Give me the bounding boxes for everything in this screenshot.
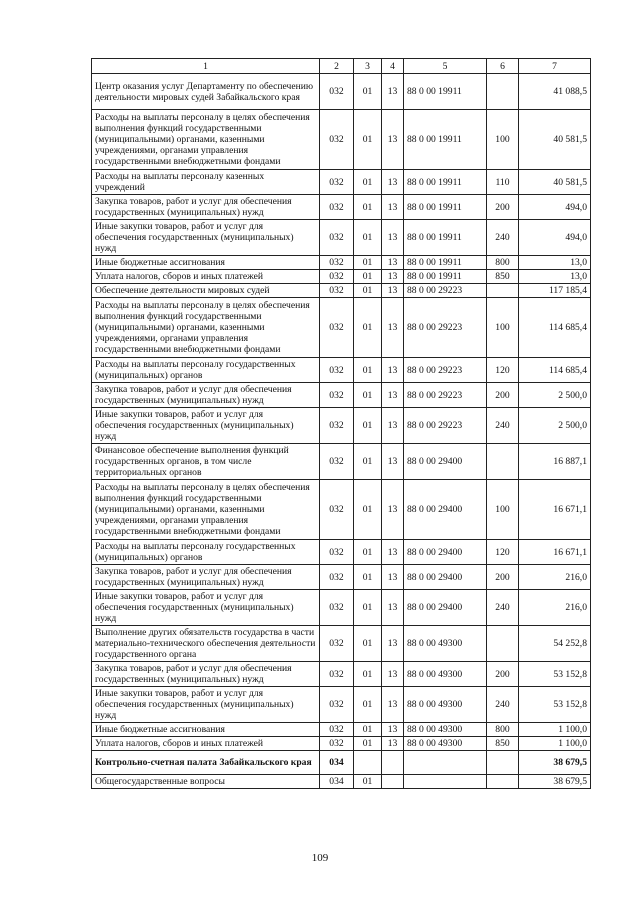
table-body — [92, 59, 591, 789]
cell-ved: 032 — [320, 408, 354, 444]
cell-sum: 16 887,1 — [519, 444, 591, 480]
header-cell: 4 — [382, 59, 404, 74]
table-row — [92, 480, 591, 540]
cell-csr: 88 0 00 29400 — [404, 444, 487, 480]
cell-csr: 88 0 00 19911 — [404, 195, 487, 220]
table-row — [92, 220, 591, 256]
cell-name: Закупка товаров, работ и услуг для обеспечения государственных (муниципальных) нужд — [92, 565, 320, 590]
table-row — [92, 687, 591, 723]
cell-ved: 032 — [320, 284, 354, 298]
cell-sum: 494,0 — [519, 195, 591, 220]
cell-vr: 240 — [487, 590, 519, 626]
table-row — [92, 737, 591, 751]
cell-ved: 032 — [320, 737, 354, 751]
cell-sum: 2 500,0 — [519, 408, 591, 444]
cell-ved: 032 — [320, 256, 354, 270]
cell-rz: 01 — [354, 383, 382, 408]
header-cell: 6 — [487, 59, 519, 74]
cell-ved: 032 — [320, 687, 354, 723]
cell-sum: 1 100,0 — [519, 737, 591, 751]
cell-pr: 13 — [382, 383, 404, 408]
cell-csr: 88 0 00 29400 — [404, 540, 487, 565]
cell-rz: 01 — [354, 444, 382, 480]
cell-rz: 01 — [354, 220, 382, 256]
cell-pr: 13 — [382, 723, 404, 737]
cell-csr: 88 0 00 29223 — [404, 383, 487, 408]
cell-csr: 88 0 00 29223 — [404, 408, 487, 444]
cell-csr: 88 0 00 49300 — [404, 737, 487, 751]
cell-rz: 01 — [354, 590, 382, 626]
table-row — [92, 590, 591, 626]
cell-vr: 120 — [487, 358, 519, 383]
cell-pr: 13 — [382, 590, 404, 626]
cell-vr: 800 — [487, 723, 519, 737]
cell-rz: 01 — [354, 662, 382, 687]
cell-rz: 01 — [354, 195, 382, 220]
cell-ved: 032 — [320, 74, 354, 110]
cell-sum: 41 088,5 — [519, 74, 591, 110]
cell-ved: 032 — [320, 170, 354, 195]
cell-name: Иные бюджетные ассигнования — [92, 256, 320, 270]
cell-vr: 240 — [487, 687, 519, 723]
cell-pr — [382, 751, 404, 775]
header-cell: 5 — [404, 59, 487, 74]
cell-vr: 120 — [487, 540, 519, 565]
cell-csr: 88 0 00 49300 — [404, 626, 487, 662]
cell-name: Уплата налогов, сборов и иных платежей — [92, 270, 320, 284]
table-row — [92, 383, 591, 408]
cell-sum: 40 581,5 — [519, 170, 591, 195]
cell-sum: 2 500,0 — [519, 383, 591, 408]
table-row — [92, 751, 591, 775]
table-row — [92, 775, 591, 789]
cell-csr: 88 0 00 19911 — [404, 220, 487, 256]
table-row — [92, 626, 591, 662]
table-row — [92, 170, 591, 195]
table-row — [92, 358, 591, 383]
budget-table — [91, 58, 591, 789]
cell-rz: 01 — [354, 480, 382, 540]
cell-vr: 850 — [487, 270, 519, 284]
cell-vr: 100 — [487, 480, 519, 540]
cell-csr: 88 0 00 29400 — [404, 565, 487, 590]
cell-vr: 100 — [487, 110, 519, 170]
header-row — [92, 59, 591, 74]
cell-rz: 01 — [354, 110, 382, 170]
cell-ved: 032 — [320, 220, 354, 256]
cell-pr — [382, 775, 404, 789]
cell-ved: 032 — [320, 540, 354, 565]
cell-sum: 53 152,8 — [519, 687, 591, 723]
cell-name: Уплата налогов, сборов и иных платежей — [92, 737, 320, 751]
cell-csr: 88 0 00 19911 — [404, 256, 487, 270]
cell-sum: 216,0 — [519, 590, 591, 626]
cell-rz: 01 — [354, 565, 382, 590]
cell-name: Общегосударственные вопросы — [92, 775, 320, 789]
cell-csr: 88 0 00 49300 — [404, 662, 487, 687]
cell-vr — [487, 74, 519, 110]
cell-name: Выполнение других обязательств государства в части материально-технического обеспечения деятельности государственного органа — [92, 626, 320, 662]
cell-name: Иные закупки товаров, работ и услуг для обеспечения государственных (муниципальных) нужд — [92, 408, 320, 444]
cell-vr — [487, 284, 519, 298]
cell-pr: 13 — [382, 358, 404, 383]
cell-csr: 88 0 00 29223 — [404, 358, 487, 383]
cell-name: Расходы на выплаты персоналу государственных (муниципальных) органов — [92, 540, 320, 565]
cell-sum: 16 671,1 — [519, 480, 591, 540]
cell-pr: 13 — [382, 687, 404, 723]
cell-sum: 13,0 — [519, 270, 591, 284]
cell-rz: 01 — [354, 170, 382, 195]
cell-vr: 240 — [487, 408, 519, 444]
cell-vr: 800 — [487, 256, 519, 270]
cell-ved: 032 — [320, 270, 354, 284]
table-row — [92, 110, 591, 170]
cell-sum: 38 679,5 — [519, 775, 591, 789]
cell-vr: 240 — [487, 220, 519, 256]
cell-csr: 88 0 00 49300 — [404, 723, 487, 737]
cell-name: Центр оказания услуг Департаменту по обеспечению деятельности мировых судей Забайкальского края — [92, 74, 320, 110]
cell-rz: 01 — [354, 723, 382, 737]
table-row — [92, 256, 591, 270]
cell-ved: 032 — [320, 358, 354, 383]
table-row — [92, 270, 591, 284]
cell-name: Контрольно-счетная палата Забайкальского края — [92, 751, 320, 775]
cell-ved: 032 — [320, 195, 354, 220]
cell-pr: 13 — [382, 270, 404, 284]
cell-sum: 1 100,0 — [519, 723, 591, 737]
cell-sum: 16 671,1 — [519, 540, 591, 565]
table-row — [92, 284, 591, 298]
cell-name: Иные бюджетные ассигнования — [92, 723, 320, 737]
cell-vr: 200 — [487, 383, 519, 408]
cell-rz: 01 — [354, 626, 382, 662]
cell-pr: 13 — [382, 220, 404, 256]
cell-vr — [487, 626, 519, 662]
cell-csr: 88 0 00 19911 — [404, 110, 487, 170]
cell-sum: 54 252,8 — [519, 626, 591, 662]
cell-ved: 032 — [320, 480, 354, 540]
cell-rz: 01 — [354, 298, 382, 358]
cell-sum: 114 685,4 — [519, 358, 591, 383]
cell-ved: 032 — [320, 662, 354, 687]
cell-rz: 01 — [354, 270, 382, 284]
table-row — [92, 444, 591, 480]
cell-vr: 850 — [487, 737, 519, 751]
cell-sum: 13,0 — [519, 256, 591, 270]
cell-rz: 01 — [354, 256, 382, 270]
cell-vr: 110 — [487, 170, 519, 195]
table-row — [92, 540, 591, 565]
cell-sum: 53 152,8 — [519, 662, 591, 687]
cell-csr: 88 0 00 29223 — [404, 298, 487, 358]
table-row — [92, 565, 591, 590]
cell-ved: 032 — [320, 723, 354, 737]
cell-ved: 032 — [320, 565, 354, 590]
table-row — [92, 723, 591, 737]
cell-pr: 13 — [382, 540, 404, 565]
cell-rz: 01 — [354, 74, 382, 110]
cell-pr: 13 — [382, 298, 404, 358]
cell-csr: 88 0 00 19911 — [404, 270, 487, 284]
cell-ved: 032 — [320, 110, 354, 170]
cell-name: Закупка товаров, работ и услуг для обеспечения государственных (муниципальных) нужд — [92, 662, 320, 687]
table-row — [92, 408, 591, 444]
cell-vr: 200 — [487, 662, 519, 687]
cell-pr: 13 — [382, 256, 404, 270]
cell-vr — [487, 444, 519, 480]
cell-rz: 01 — [354, 284, 382, 298]
cell-rz: 01 — [354, 408, 382, 444]
header-cell: 2 — [320, 59, 354, 74]
cell-name: Финансовое обеспечение выполнения функций государственных органов, в том числе территориальных органов — [92, 444, 320, 480]
cell-pr: 13 — [382, 626, 404, 662]
cell-sum: 216,0 — [519, 565, 591, 590]
cell-csr: 88 0 00 19911 — [404, 74, 487, 110]
cell-ved: 032 — [320, 444, 354, 480]
cell-csr: 88 0 00 49300 — [404, 687, 487, 723]
cell-rz — [354, 751, 382, 775]
cell-pr: 13 — [382, 480, 404, 540]
cell-rz: 01 — [354, 540, 382, 565]
cell-ved: 034 — [320, 775, 354, 789]
cell-ved: 032 — [320, 626, 354, 662]
cell-name: Иные закупки товаров, работ и услуг для обеспечения государственных (муниципальных) нужд — [92, 590, 320, 626]
cell-pr: 13 — [382, 565, 404, 590]
cell-sum: 494,0 — [519, 220, 591, 256]
cell-name: Иные закупки товаров, работ и услуг для обеспечения государственных (муниципальных) нужд — [92, 687, 320, 723]
cell-pr: 13 — [382, 737, 404, 751]
cell-csr: 88 0 00 29400 — [404, 590, 487, 626]
cell-ved: 032 — [320, 383, 354, 408]
cell-name: Расходы на выплаты персоналу казенных учреждений — [92, 170, 320, 195]
cell-pr: 13 — [382, 74, 404, 110]
cell-vr — [487, 775, 519, 789]
cell-name: Расходы на выплаты персоналу государственных (муниципальных) органов — [92, 358, 320, 383]
cell-pr: 13 — [382, 284, 404, 298]
cell-ved: 034 — [320, 751, 354, 775]
cell-sum: 117 185,4 — [519, 284, 591, 298]
header-cell: 3 — [354, 59, 382, 74]
cell-vr: 200 — [487, 195, 519, 220]
cell-rz: 01 — [354, 687, 382, 723]
page-number: 109 — [311, 852, 329, 864]
table-row — [92, 74, 591, 110]
cell-rz: 01 — [354, 737, 382, 751]
cell-name: Обеспечение деятельности мировых судей — [92, 284, 320, 298]
cell-csr: 88 0 00 29223 — [404, 284, 487, 298]
cell-pr: 13 — [382, 170, 404, 195]
cell-rz: 01 — [354, 775, 382, 789]
table-row — [92, 298, 591, 358]
cell-csr — [404, 751, 487, 775]
cell-pr: 13 — [382, 110, 404, 170]
cell-name: Закупка товаров, работ и услуг для обеспечения государственных (муниципальных) нужд — [92, 195, 320, 220]
cell-csr: 88 0 00 19911 — [404, 170, 487, 195]
cell-name: Расходы на выплаты персоналу в целях обеспечения выполнения функций государственными (муниципальными) органами, казенными учреждениями, органами управления государственными внебюджетными фондами — [92, 298, 320, 358]
cell-csr: 88 0 00 29400 — [404, 480, 487, 540]
cell-pr: 13 — [382, 195, 404, 220]
cell-name: Иные закупки товаров, работ и услуг для обеспечения государственных (муниципальных) нужд — [92, 220, 320, 256]
cell-ved: 032 — [320, 590, 354, 626]
table-row — [92, 662, 591, 687]
cell-pr: 13 — [382, 408, 404, 444]
table-row — [92, 195, 591, 220]
cell-csr — [404, 775, 487, 789]
cell-ved: 032 — [320, 298, 354, 358]
cell-sum: 38 679,5 — [519, 751, 591, 775]
cell-pr: 13 — [382, 662, 404, 687]
cell-pr: 13 — [382, 444, 404, 480]
cell-vr: 200 — [487, 565, 519, 590]
cell-rz: 01 — [354, 358, 382, 383]
cell-sum: 40 581,5 — [519, 110, 591, 170]
cell-name: Расходы на выплаты персоналу в целях обеспечения выполнения функций государственными (муниципальными) органами, казенными учреждениями, органами управления государственными внебюджетными фондами — [92, 480, 320, 540]
cell-name: Закупка товаров, работ и услуг для обеспечения государственных (муниципальных) нужд — [92, 383, 320, 408]
header-cell: 7 — [519, 59, 591, 74]
header-cell: 1 — [92, 59, 320, 74]
cell-sum: 114 685,4 — [519, 298, 591, 358]
cell-vr: 100 — [487, 298, 519, 358]
cell-vr — [487, 751, 519, 775]
cell-name: Расходы на выплаты персоналу в целях обеспечения выполнения функций государственными (муниципальными) органами, казенными учреждениями, органами управления государственными внебюджетными фондами — [92, 110, 320, 170]
